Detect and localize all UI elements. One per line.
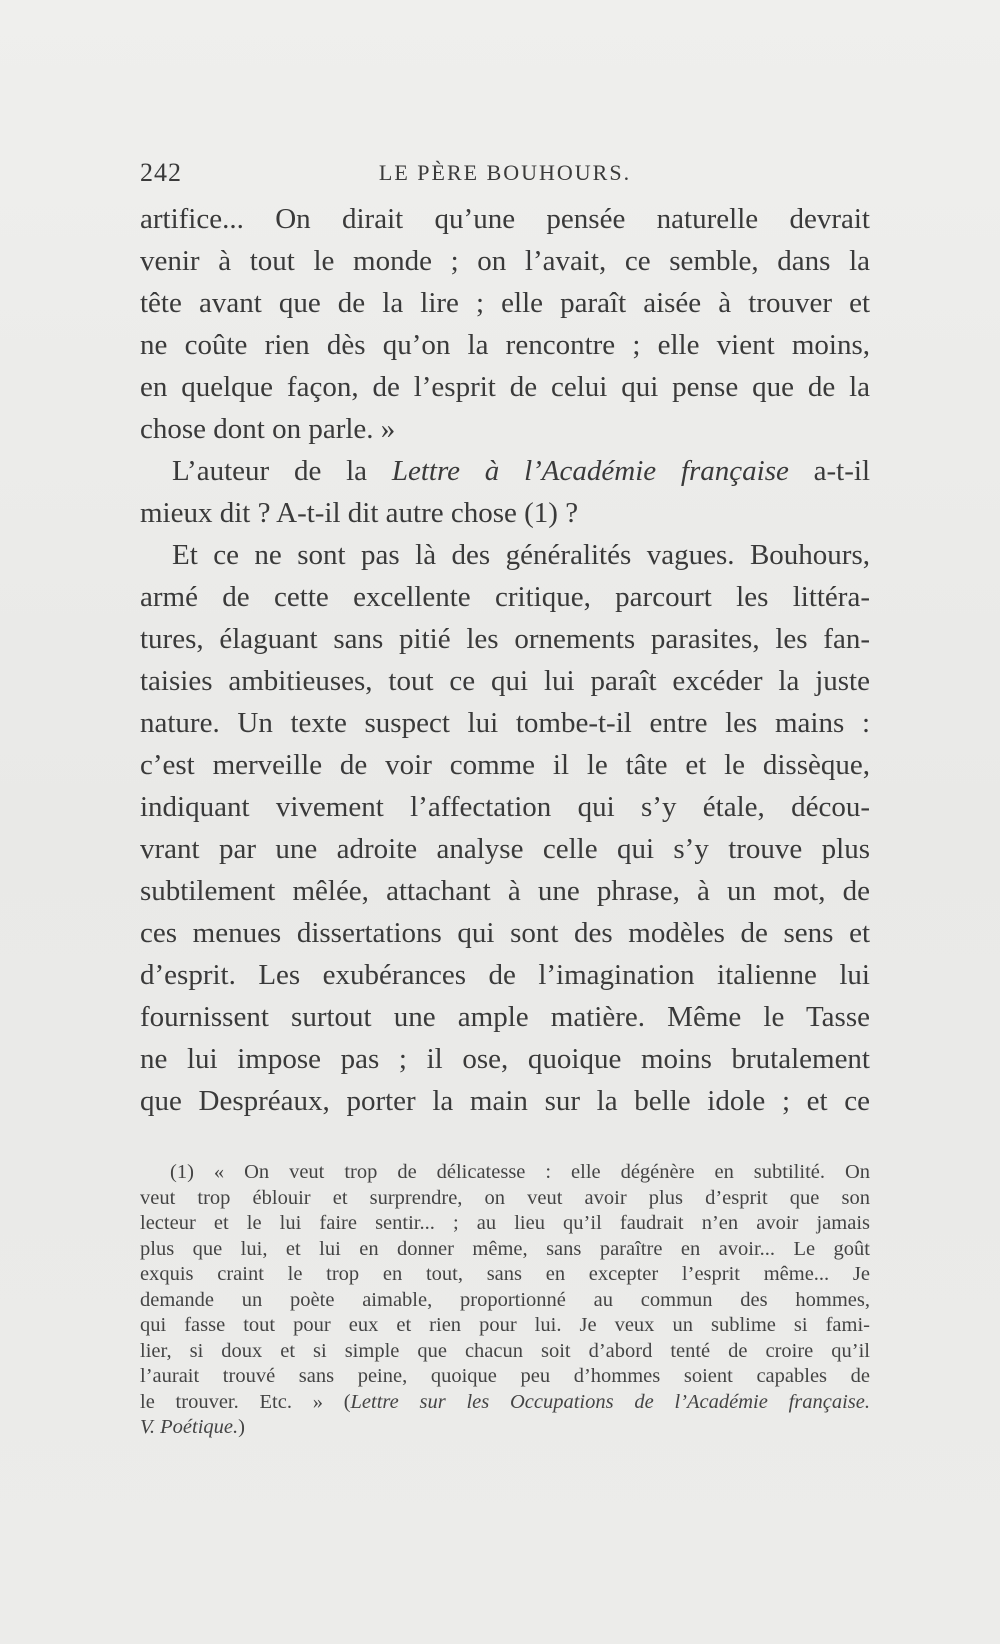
running-title: LE PÈRE BOUHOURS. — [378, 160, 632, 185]
italic-citation: V. Poétique. — [140, 1416, 239, 1438]
text-line: ne lui impose pas ; il ose, quoique moins brutalement — [140, 1043, 870, 1075]
footnote-line: demande un poète aimable, proportionné au commun des hommes, — [140, 1288, 870, 1311]
text-line: tête avant que de la lire ; elle paraît aisée à trouver et — [140, 287, 870, 319]
text-line: armé de cette excellente critique, parcourt les littéra- — [140, 581, 870, 613]
text-line: c’est merveille de voir comme il le tâte et le dissèque, — [140, 749, 870, 781]
text-line: artifice... On dirait qu’une pensée naturelle devrait — [140, 203, 870, 235]
text-line: Et ce ne sont pas là des généralités vagues. Bouhours, — [172, 539, 870, 571]
footnote-line: plus que lui, et lui en donner même, sans paraître en avoir... Le goût — [140, 1237, 870, 1260]
text-fragment: ) — [238, 1416, 245, 1438]
text-line: chose dont on parle. » — [140, 413, 396, 445]
footnote-line — [140, 1390, 870, 1416]
footnote-line: l’aurait trouvé sans peine, quoique peu d’hommes soient capables de — [140, 1365, 870, 1387]
text-fragment: a-t-il — [788, 455, 871, 487]
text-line: ne coûte rien dès qu’on la rencontre ; elle vient moins, — [140, 329, 870, 361]
text-line: subtilement mêlée, attachant à une phrase, à un mot, de — [140, 875, 870, 907]
footnote-line: lier, si doux et si simple que chacun soit d’abord tenté de croire qu’il — [140, 1339, 870, 1362]
text-fragment: le trouver. Etc. » ( — [140, 1390, 351, 1413]
footnote-line: (1) « On veut trop de délicatesse : elle dégénère en subtilité. On — [170, 1161, 870, 1183]
text-line: que Despréaux, porter la main sur la belle idole ; et ce — [140, 1085, 870, 1117]
text-line: fournissent surtout une ample matière. Même le Tasse — [140, 1001, 870, 1033]
text-line: tures, élaguant sans pitié les ornements parasites, les fan- — [140, 623, 870, 655]
text-line: d’esprit. Les exubérances de l’imagination italienne lui — [140, 959, 870, 991]
text-fragment: L’auteur de la — [172, 455, 392, 487]
footnote — [140, 1160, 870, 1441]
text-line: vrant par une adroite analyse celle qui s’y trouve plus — [140, 833, 870, 865]
text-line: ces menues dissertations qui sont des modèles de sens et — [140, 917, 870, 949]
text-line: indiquant vivement l’affectation qui s’y étale, décou- — [140, 791, 870, 823]
page-header — [140, 150, 870, 190]
text-line — [140, 450, 870, 492]
footnote-line: qui fasse tout pour eux et rien pour lui. Je veux un sublime si fami- — [140, 1314, 870, 1336]
text-line: nature. Un texte suspect lui tombe-t-il entre les mains : — [140, 707, 870, 739]
page-number: 242 — [140, 158, 182, 187]
italic-title: Lettre à l’Académie française — [391, 455, 789, 487]
footnote-line: lecteur et le lui faire sentir... ; au lieu qu’il faudrait n’en avoir jamais — [140, 1212, 870, 1234]
text-line: taisies ambitieuses, tout ce qui lui paraît excéder la juste — [140, 665, 870, 697]
text-line: en quelque façon, de l’esprit de celui qui pense que de la — [140, 371, 870, 403]
footnote-line: veut trop éblouir et surprendre, on veut avoir plus d’esprit que son — [140, 1186, 870, 1209]
footnote-line — [140, 1415, 870, 1441]
text-line: venir à tout le monde ; on l’avait, ce semble, dans la — [140, 245, 870, 277]
italic-citation: Lettre sur les Occupations de l’Académie française. — [350, 1390, 870, 1413]
main-text — [140, 198, 870, 1122]
footnote-line: exquis craint le trop en tout, sans en excepter l’esprit même... Je — [140, 1263, 870, 1285]
text-line: mieux dit ? A-t-il dit autre chose (1) ? — [140, 497, 579, 529]
